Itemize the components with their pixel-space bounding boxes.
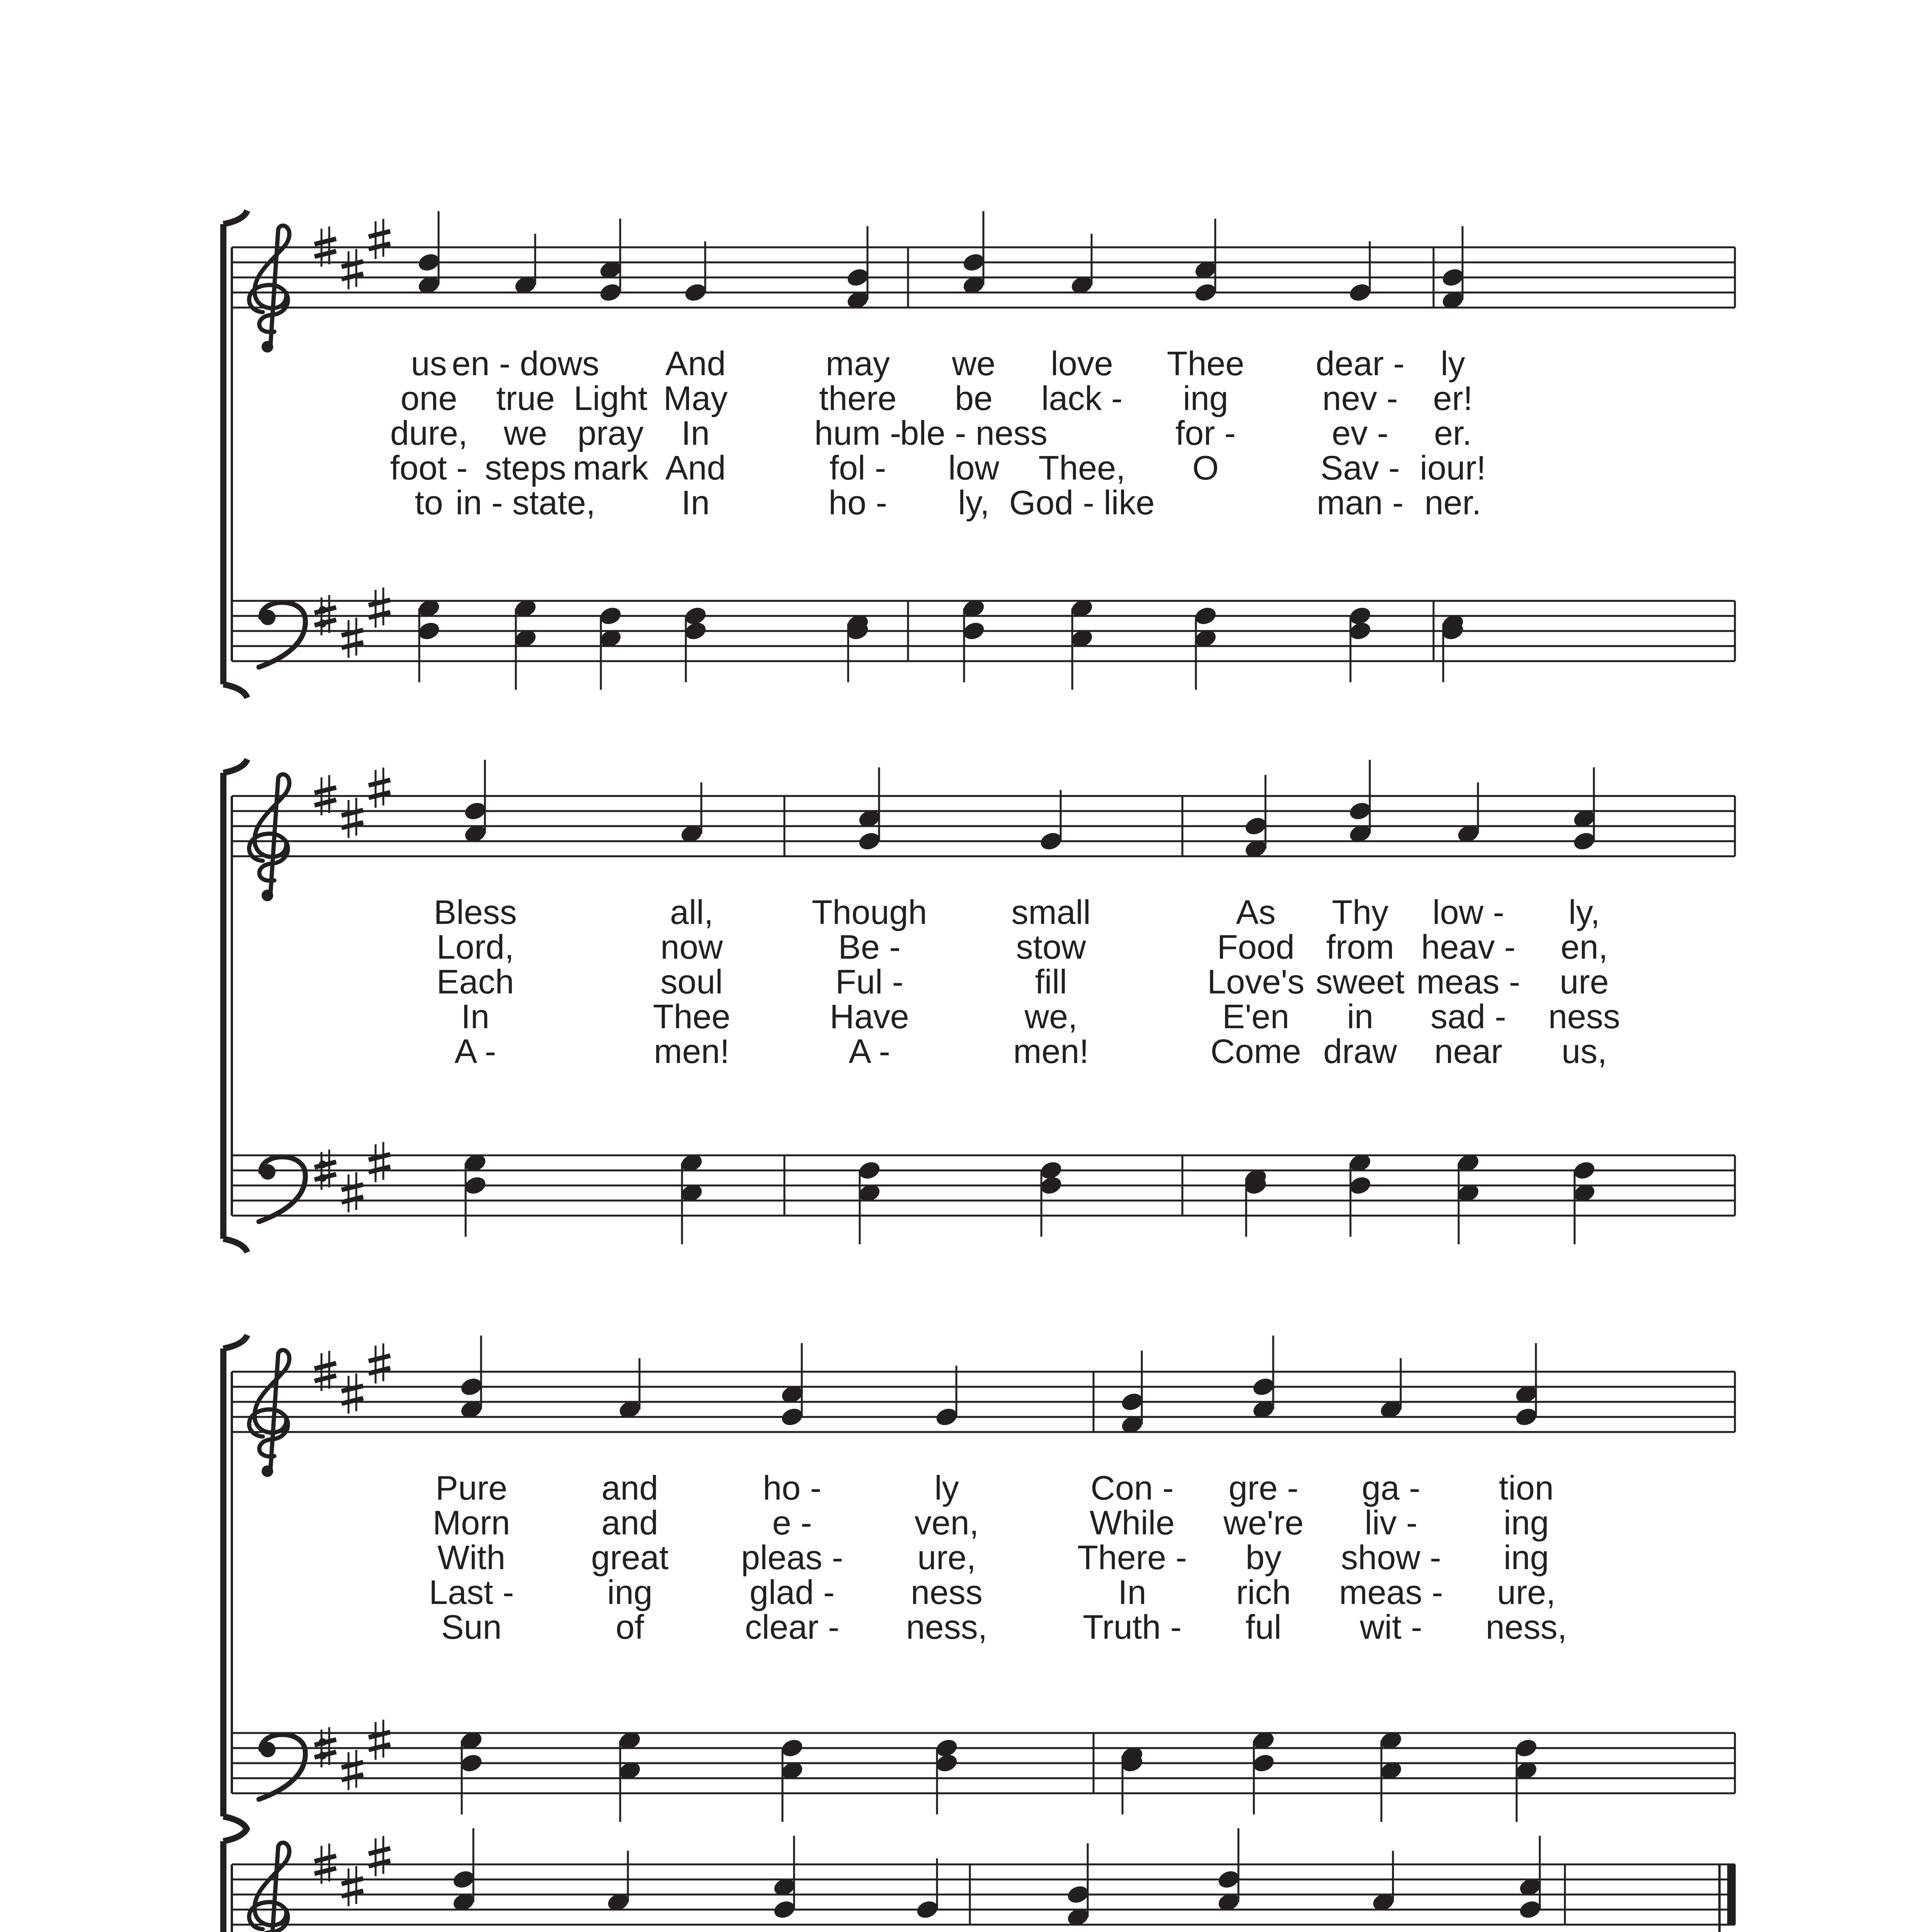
sharp-stroke [315,1740,336,1745]
lyric-syllable: In [1118,1573,1146,1611]
lyric-syllable: And [665,449,726,487]
lyric-syllable: ner. [1424,483,1481,522]
lyric-syllable: for - [1175,414,1236,452]
sharp-stroke [315,239,336,244]
sharp-stroke [315,607,336,613]
lyric-syllable: pray [577,414,644,452]
lyric-syllable: Sun [441,1608,502,1646]
lyric-syllable: draw [1323,1032,1397,1070]
lyric-syllable: Truth - [1083,1608,1182,1646]
lyric-syllable: from [1326,928,1394,966]
sharp-stroke [315,1162,336,1167]
treble-clef-icon [262,1465,273,1477]
lyric-syllable: ure, [1497,1573,1556,1611]
lyric-syllable: Ful - [835,963,903,1001]
lyric-syllable: to [415,483,443,522]
lyric-syllable: In [461,997,490,1036]
lyric-syllable: e - [772,1503,812,1542]
sharp-stroke [315,1174,336,1180]
lyric-syllable: Be - [838,928,901,966]
lyric-syllable: ga - [1362,1469,1420,1507]
sharp-stroke [315,1856,336,1861]
lyric-syllable: While [1089,1503,1175,1542]
lyric-syllable: sweet [1316,963,1405,1001]
sharp-icon [369,219,390,259]
lyric-syllable: ly, [1568,893,1600,931]
bass-clef-icon [260,1742,276,1757]
lyric-syllable: near [1434,1032,1503,1070]
sharp-stroke [315,1868,336,1874]
lyric-syllable: fill [1035,963,1067,1001]
lyric-syllable: we [952,344,996,383]
sharp-icon [342,1374,363,1414]
lyric-syllable: ing [1503,1538,1549,1577]
lyric-syllable: ure, [917,1538,976,1577]
lyric-syllable: and [601,1469,658,1507]
lyric-syllable: God - like [1009,483,1155,522]
lyric-syllable: heav - [1421,928,1516,966]
lyric-syllable: With [437,1538,505,1577]
final-barline [1727,1864,1736,1925]
lyric-syllable: meas - [1339,1573,1443,1611]
lyric-syllable: there [819,379,897,417]
lyric-syllable: and [601,1503,658,1542]
lyric-syllable: we, [1024,997,1078,1036]
lyric-syllable: Morn [432,1503,510,1542]
lyric-syllable: gre - [1228,1469,1299,1507]
lyric-syllable: lack - [1041,379,1123,417]
sharp-icon [369,1344,390,1384]
lyric-syllable: O [1192,449,1219,487]
lyric-syllable: ness [911,1573,983,1611]
lyric-syllable: ing [607,1573,653,1611]
lyric-syllable: ble - ness [900,414,1048,452]
lyric-syllable: all, [670,893,714,931]
lyric-syllable: by [1245,1538,1282,1577]
lyric-syllable: now [660,928,723,966]
lyric-syllable: There - [1077,1538,1187,1577]
sharp-stroke [315,1752,336,1757]
system-bracket [223,211,247,698]
lyric-syllable: Con - [1090,1469,1174,1507]
lyric-syllable: ness, [1485,1608,1567,1646]
lyric-syllable: one [400,379,457,417]
lyric-syllable: ho - [828,483,887,522]
lyric-syllable: fol - [829,449,886,487]
lyric-syllable: Have [830,997,909,1036]
sharp-stroke [369,1356,390,1361]
sharp-icon [342,798,363,838]
lyric-syllable: Food [1217,928,1295,966]
lyric-syllable: we're [1223,1503,1304,1542]
lyric-syllable: pleas - [741,1538,844,1577]
lyric-syllable: meas - [1416,963,1520,1001]
lyric-syllable: May [663,379,728,417]
lyric-syllable: ful [1245,1608,1282,1646]
lyric-syllable: mark [573,449,648,487]
sharp-icon [342,1750,363,1790]
lyric-syllable: ly [934,1469,959,1507]
sharp-icon [369,1836,390,1876]
lyric-syllable: of [616,1608,644,1646]
sharp-stroke [315,1376,336,1381]
bass-clef-icon [260,1164,276,1180]
lyric-syllable: low - [1432,893,1504,931]
sharp-icon [369,588,390,628]
sharp-icon [342,1172,363,1213]
lyric-syllable: clear - [745,1608,840,1646]
lyric-syllable: ho - [763,1469,821,1507]
sharp-stroke [315,787,336,793]
sharp-stroke [315,251,336,257]
lyric-syllable: Each [436,963,514,1001]
lyric-syllable: glad - [749,1573,835,1611]
lyric-syllable: ure [1560,963,1609,1001]
lyric-syllable: A - [454,1032,496,1070]
lyric-syllable: In [681,414,710,452]
lyric-syllable: E'en [1222,997,1289,1036]
lyric-syllable: Lord, [436,928,514,966]
treble-staff [232,796,1735,856]
lyric-syllable: Though [811,893,927,931]
lyric-syllable: wit - [1360,1608,1422,1646]
lyric-syllable: sad - [1430,997,1506,1036]
sharp-stroke [315,620,336,625]
sharp-stroke [369,231,390,237]
sharp-icon [342,249,363,289]
bass-staff [232,1155,1735,1216]
lyric-syllable: men! [1013,1032,1089,1070]
lyric-syllable: men! [654,1032,730,1070]
lyric-syllable: hum - [814,414,901,452]
lyric-syllable: in - state, [456,483,595,522]
sharp-icon [369,1142,390,1182]
lyric-syllable: Sav - [1320,449,1400,487]
lyric-syllable: dure, [390,414,468,452]
sharp-stroke [315,800,336,805]
lyric-syllable: nev - [1322,379,1398,417]
lyric-syllable: ev - [1332,414,1389,452]
lyric-syllable: steps [485,449,566,487]
sharp-icon [369,768,390,808]
lyric-syllable: As [1236,893,1276,931]
system-bracket [223,759,247,1252]
lyric-syllable: Thee [653,997,731,1036]
sharp-stroke [315,1363,336,1369]
lyric-syllable: en - dows [452,344,599,383]
lyric-syllable: iour! [1420,449,1486,487]
lyric-syllable: we [503,414,548,452]
lyric-syllable: ness [1548,997,1620,1036]
treble-clef-icon [262,889,273,901]
lyric-syllable: Thee, [1038,449,1126,487]
lyric-syllable: ing [1503,1503,1549,1542]
treble-clef-icon [249,226,289,345]
lyric-syllable: er. [1434,414,1472,452]
lyric-syllable: in [1347,997,1374,1036]
lyric-syllable: man - [1316,483,1404,522]
lyric-syllable: tion [1499,1469,1554,1507]
lyric-syllable: Pure [435,1469,507,1507]
lyric-syllable: us [411,344,447,383]
sharp-icon [342,618,363,658]
bass-clef-icon [260,610,276,625]
lyric-syllable: small [1011,893,1091,931]
lyric-syllable: Last - [429,1573,514,1611]
lyric-syllable: rich [1236,1573,1291,1611]
lyric-syllable: true [496,379,555,417]
bass-staff [232,1733,1735,1793]
treble-clef-icon [249,1350,289,1470]
lyric-syllable: ly, [958,483,990,522]
lyric-syllable: us, [1561,1032,1607,1070]
lyric-syllable: ly [1440,344,1465,383]
lyric-syllable: And [665,344,726,383]
treble-clef-icon [249,1843,289,1932]
lyric-syllable: Come [1210,1032,1301,1070]
lyric-syllable: soul [660,963,723,1001]
lyric-syllable: be [955,379,993,417]
treble-clef-icon [262,341,273,352]
treble-staff [232,1372,1735,1432]
lyric-syllable: Thee [1167,344,1245,383]
treble-clef-icon [249,774,289,894]
sharp-icon [369,1720,390,1760]
lyric-syllable: stow [1016,928,1086,966]
lyric-syllable: Light [573,379,648,417]
lyric-syllable: Bless [434,893,517,931]
lyric-syllable: ness, [906,1608,988,1646]
lyric-syllable: er! [1433,379,1473,417]
lyric-syllable: Thy [1332,893,1389,931]
lyric-syllable: dear - [1316,344,1405,383]
lyric-syllable: may [825,344,890,383]
lyric-syllable: Love's [1207,963,1304,1001]
lyric-syllable: low [948,449,1000,487]
lyric-syllable: A - [849,1032,890,1070]
lyric-syllable: liv - [1364,1503,1418,1542]
lyric-syllable: ing [1183,379,1228,417]
sharp-stroke [369,780,390,786]
sharp-stroke [369,1849,390,1854]
lyric-syllable: great [591,1538,669,1577]
sharp-icon [342,1866,363,1906]
lyric-syllable: ven, [914,1503,979,1542]
lyric-syllable: en, [1560,928,1608,966]
system-bracket [223,1335,247,1830]
lyric-syllable: foot - [390,449,468,487]
lyric-syllable: In [681,483,710,522]
lyric-syllable: love [1051,344,1113,383]
treble-staff [232,1864,1735,1925]
lyric-syllable: show - [1341,1538,1441,1577]
